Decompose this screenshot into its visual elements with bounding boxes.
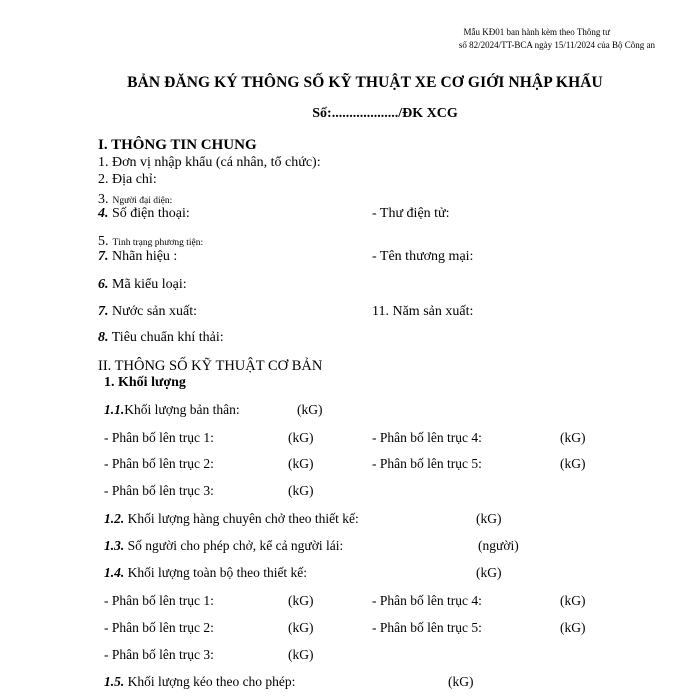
field-number: 5. xyxy=(98,234,109,249)
document-title: BẢN ĐĂNG KÝ THÔNG SỐ KỸ THUẬT XE CƠ GIỚI NHẬP KHẨU xyxy=(127,74,603,91)
field-label: Mã kiểu loại: xyxy=(112,277,187,292)
field-vehicle-status xyxy=(98,232,203,250)
spec-label: Khối lượng kéo theo cho phép: xyxy=(127,674,296,689)
axle-2-distribution: - Phân bố lên trục 2: xyxy=(104,620,214,635)
form-note-line1: Mẫu KĐ01 ban hành kèm theo Thông tư xyxy=(463,27,610,37)
field-label: Địa chỉ: xyxy=(112,172,157,187)
axle-1-distribution: - Phân bố lên trục 1: xyxy=(104,593,214,608)
field-email: - Thư điện tử: xyxy=(372,206,450,221)
field-number: 1. xyxy=(98,155,109,170)
field-label: Người đại diện: xyxy=(112,196,173,206)
subsection-mass-heading: 1. Khối lượng xyxy=(104,375,186,390)
field-number: 6. xyxy=(98,277,109,292)
axle-4-distribution: - Phân bố lên trục 4: xyxy=(372,593,482,608)
axle-3-unit: (kG) xyxy=(288,647,314,662)
field-label: Tiêu chuẩn khí thải: xyxy=(111,330,224,345)
axle-3-distribution: - Phân bố lên trục 3: xyxy=(104,647,214,662)
field-year: 11. Năm sản xuất: xyxy=(372,304,474,319)
axle-4-unit: (kG) xyxy=(560,593,586,608)
form-note-line2: số 82/2024/TT-BCA ngày 15/11/2024 của Bộ Công an xyxy=(458,40,655,50)
spec-number: 1.2. xyxy=(104,511,125,526)
axle-5-unit: (kG) xyxy=(560,620,586,635)
spec-gross-weight xyxy=(104,565,307,581)
field-emission-standard xyxy=(98,330,224,346)
spec-unit: (kG) xyxy=(448,674,474,689)
axle-2-distribution: - Phân bố lên trục 2: xyxy=(104,456,214,471)
axle-5-unit: (kG) xyxy=(560,456,586,471)
field-brand xyxy=(98,249,177,265)
field-label: Nhãn hiệu : xyxy=(112,249,178,264)
field-country xyxy=(98,304,197,320)
spec-number: 1.1. xyxy=(104,402,125,417)
document-number: Số:.................../ĐK XCG xyxy=(312,106,458,121)
axle-3-distribution: - Phân bố lên trục 3: xyxy=(104,483,214,498)
spec-number: 1.3. xyxy=(104,538,125,553)
spec-label: Khối lượng bản thân: xyxy=(124,402,240,417)
field-phone xyxy=(98,206,190,222)
field-trade-name: - Tên thương mại: xyxy=(372,249,474,264)
field-importer xyxy=(98,155,321,171)
section-2-heading: II. THÔNG SỐ KỸ THUẬT CƠ BẢN xyxy=(98,358,323,374)
spec-label: Số người cho phép chở, kể cả người lái: xyxy=(127,538,344,553)
section-1-heading: I. THÔNG TIN CHUNG xyxy=(98,137,257,153)
field-number: 7. xyxy=(98,249,109,264)
field-number: 4. xyxy=(98,206,109,221)
axle-5-distribution: - Phân bố lên trục 5: xyxy=(372,456,482,471)
axle-1-unit: (kG) xyxy=(288,430,314,445)
field-address xyxy=(98,172,157,188)
axle-5-distribution: - Phân bố lên trục 5: xyxy=(372,620,482,635)
spec-curb-weight xyxy=(104,402,240,418)
axle-4-distribution: - Phân bố lên trục 4: xyxy=(372,430,482,445)
field-label: Số điện thoại: xyxy=(112,206,190,221)
spec-number: 1.5. xyxy=(104,674,125,689)
spec-passenger-capacity xyxy=(104,538,343,554)
axle-1-distribution: - Phân bố lên trục 1: xyxy=(104,430,214,445)
field-number: 7. xyxy=(98,304,109,319)
field-label: Tình trạng phương tiện: xyxy=(112,238,204,248)
axle-3-unit: (kG) xyxy=(288,483,314,498)
spec-towing-capacity xyxy=(104,674,295,690)
spec-label: Khối lượng toàn bộ theo thiết kế: xyxy=(127,565,308,580)
field-number: 3. xyxy=(98,192,109,207)
spec-unit: (người) xyxy=(478,538,519,553)
field-label: Đơn vị nhập khẩu (cá nhân, tổ chức): xyxy=(112,155,321,170)
axle-1-unit: (kG) xyxy=(288,593,314,608)
axle-4-unit: (kG) xyxy=(560,430,586,445)
spec-unit: (kG) xyxy=(297,402,323,417)
spec-number: 1.4. xyxy=(104,565,125,580)
spec-unit: (kG) xyxy=(476,565,502,580)
spec-label: Khối lượng hàng chuyên chở theo thiết kế: xyxy=(127,511,359,526)
axle-2-unit: (kG) xyxy=(288,456,314,471)
axle-2-unit: (kG) xyxy=(288,620,314,635)
field-number: 8. xyxy=(98,330,109,345)
field-number: 2. xyxy=(98,172,109,187)
spec-design-payload xyxy=(104,511,359,527)
spec-unit: (kG) xyxy=(476,511,502,526)
field-label: Nước sản xuất: xyxy=(112,304,197,319)
field-model-code xyxy=(98,277,187,293)
